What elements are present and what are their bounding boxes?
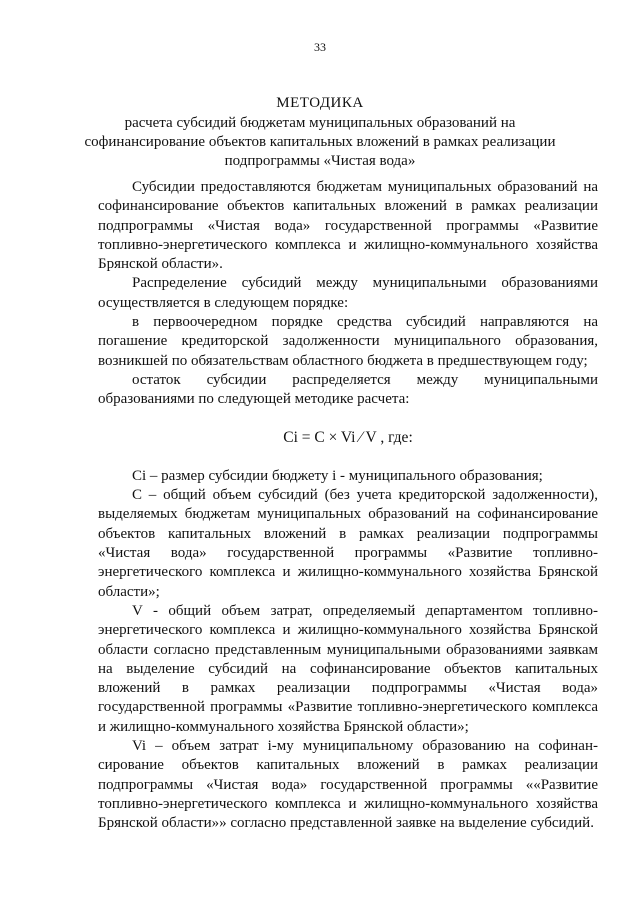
paragraph: Субсидии предоставляются бюджетам муниципальных образований на софинансирование объектов капитальных вложений в рамках реализации подпрограммы «Чистая вода» государственной программы «Развитие топливно-энергетического комплекса и жилищно-коммунального хозяйства Брянской области».	[98, 179, 598, 273]
formula: Ci = C × Vi ⁄ V , где:	[283, 428, 413, 446]
paragraph: в первоочередном порядке средства субсидий направляются на погашение кредиторской задолженности муниципального образования, возникшей по обязательствам областного бюджета в предшествующем году;	[98, 314, 598, 369]
document-body	[98, 178, 598, 834]
definition: С – общий объем субсидий (без учета кредиторской задолженности), выделяемых бюджетам муниципальных образований на софинансирование объектов капитальных вложений в рамках реализации подпрограммы «Чистая вода» государственной программы «Развитие топливно-энергетического комплекса и жилищно-коммунального хозяйства Брянской области»;	[98, 487, 598, 600]
definition: V - общий объем затрат, определяемый департаментом топливно-энергетического комплекса и жилищно-коммунального хозяйства Брянской области согласно представленным муниципальными образованиями заявкам на выделение субсидий на софинансирование объектов капитальных вложений в рамках реализации подпрограммы «Чистая вода» государственной программы «Развитие топливно-энергетического комплекса и жилищно-коммунального хозяйства Брянской области»;	[98, 602, 598, 735]
definition: Ci – размер субсидии бюджету i - муниципального образования;	[132, 467, 543, 484]
document-title: МЕТОДИКА	[276, 95, 364, 111]
document-subtitle: расчета субсидий бюджетам муниципальных образований на софинансирование объектов капитальных вложений в рамках реализации подпрограммы «Чистая вода»	[84, 115, 556, 169]
page-number: 33	[314, 40, 326, 54]
definition: Vi – объем затрат i-му муниципальному образованию на софинан-сирование объектов капитальных вложений в рамках реализации подпрограммы «Чистая вода» государственной программы ««Развитие топливно-энергетического комплекса и жилищно-коммунального хозяйства Брянской области»» согласно представленной заявке на выделение субсидий.	[98, 738, 598, 832]
paragraph: остаток субсидии распределяется между муниципальными образованиями по следующей методике расчета:	[98, 371, 598, 408]
paragraph: Распределение субсидий между муниципальными образованиями осуществляется в следующем порядке:	[98, 275, 598, 311]
